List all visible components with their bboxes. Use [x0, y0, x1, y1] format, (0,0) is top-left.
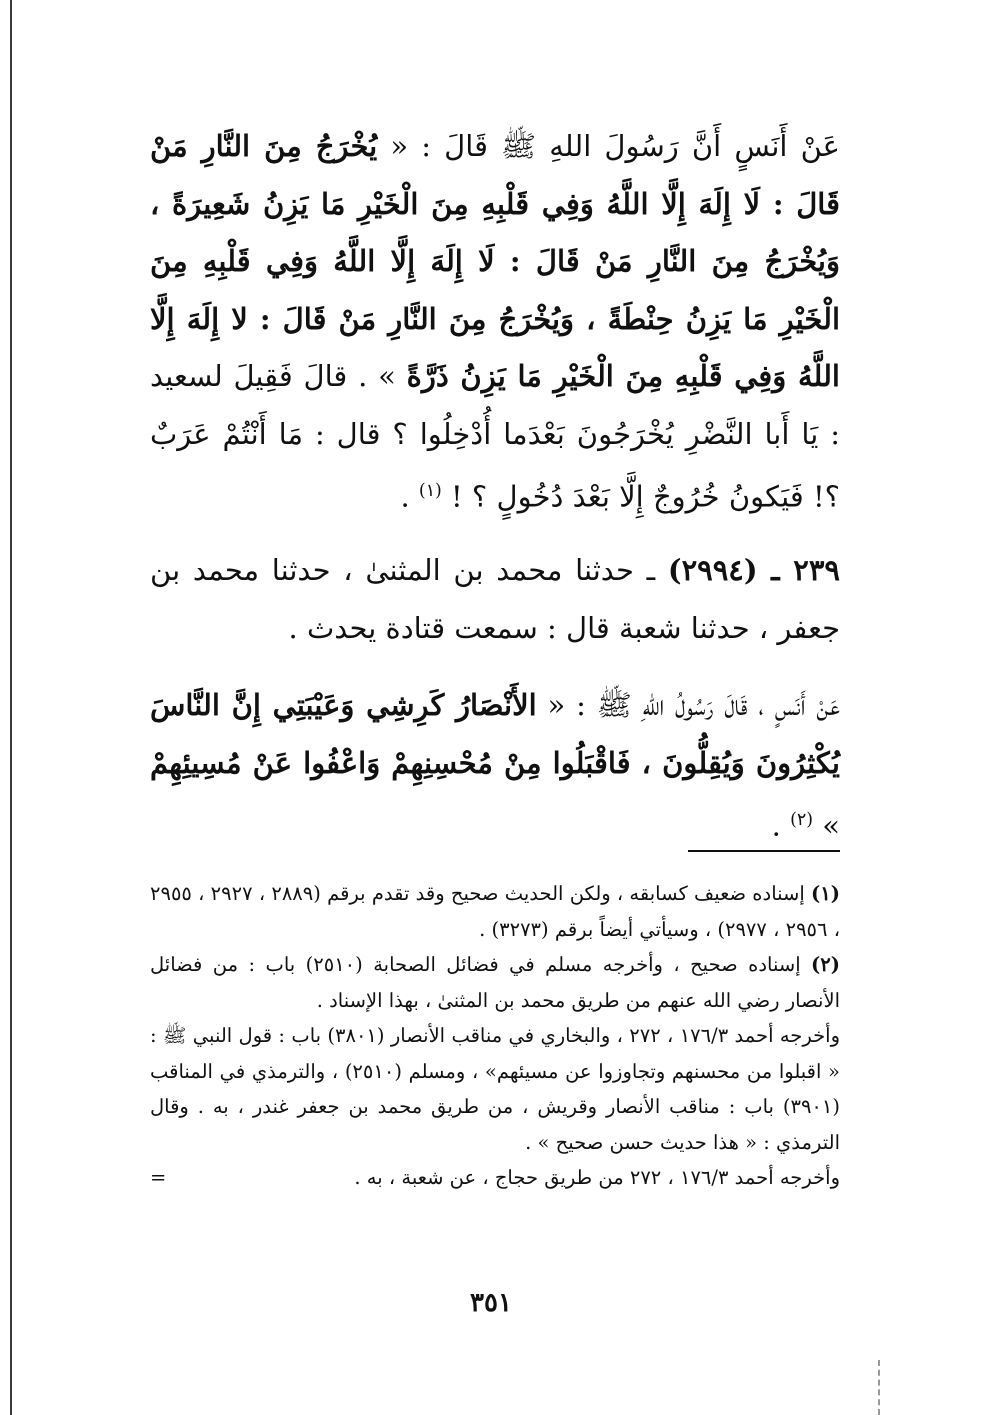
- footnote-ref-1[interactable]: (١): [418, 481, 442, 501]
- continuation-mark: =: [150, 1166, 167, 1189]
- footnote-2: [150, 947, 840, 1018]
- scan-margin-mark: [878, 1360, 882, 1415]
- page-body: [150, 118, 840, 855]
- footnote-2-paragraph-3: وأخرجه أحمد ١٧٦/٣ ، ٢٧٢ من طريق حجاج ، عن شعبة ، به .: [354, 1166, 840, 1189]
- footnote-1-number: (١): [811, 882, 840, 905]
- footnote-2-paragraph-3-row: [150, 1160, 840, 1196]
- isnad-239-paragraph: [150, 542, 840, 657]
- hadith-238-tail: » . قالَ فَقِيلَ لسعيد : يَا أَبا النَّضْرِ يُخْرَجُونَ بَعْدَما أُدْخِلُوا ؟ قال : مَا أَنْتُمْ عَرَبٌ ؟! فَيَكونُ خُرُوجٌ إِلَّا بَعْدَ دُخُولٍ ؟ !: [150, 359, 840, 514]
- hadith-239-tail: »: [813, 808, 840, 843]
- hadith-239-quote: الأَنْصَارُ كَرِشِي وَعَيْبَتِي إِنَّ النَّاسَ يُكْثِرُونَ وَيُقِلُّونَ ، فَاقْبَلُوا مِنْ مُحْسِنِهِمْ وَاعْفُوا عَنْ مُسِيئِهِمْ: [150, 688, 840, 780]
- hadith-239-intro: عَنْ أَنَسٍ ، قَالَ رَسُولُ اللهِ ﷺ : «: [536, 688, 840, 723]
- hadith-238-paragraph: [150, 118, 840, 526]
- footnote-2-text: إسناده صحيح ، وأخرجه مسلم في فضائل الصحابة (٢٥١٠) باب : من فضائل الأنصار رضي الله عنهم من طريق محمد بن المثنىٰ ، بهذا الإسناد .: [150, 953, 840, 1012]
- footnote-1: [150, 876, 840, 947]
- footnotes-section: [150, 876, 840, 1196]
- isnad-239-text: ـ حدثنا محمد بن المثنىٰ ، حدثنا محمد بن جعفر ، حدثنا شعبة قال : سمعت قتادة يحدث .: [150, 553, 840, 645]
- footnote-ref-2[interactable]: (٢): [790, 810, 814, 831]
- scan-edge-line: [10, 0, 12, 1415]
- hadith-238-quote: يُخْرَجُ مِنَ النَّارِ مَنْ قَالَ : لَا إِلَهَ إِلَّا اللَّهُ وَفِي قَلْبِهِ مِنَ الْخَيْرِ مَا يَزِنُ شَعِيرَةً ، وَيُخْرَجُ مِنَ النَّارِ مَنْ قَالَ : لَا إِلَهَ إِلَّا اللَّهُ وَفِي قَلْبِهِ مِنَ الْخَيْرِ مَا يَزِنُ حِنْطَةً ، وَيُخْرَجُ مِنَ النَّارِ مَنْ قَالَ : لا إِلَهَ إِلَّا اللَّهُ وَفِي قَلْبِهِ مِنَ الْخَيْرِ مَا يَزِنُ ذَرَّةً: [150, 129, 840, 393]
- footnote-separator: [688, 850, 840, 852]
- hadith-238-end: .: [400, 479, 419, 514]
- footnote-2-paragraph-2: وأخرجه أحمد ١٧٦/٣ ، ٢٧٢ ، والبخاري في مناقب الأنصار (٣٨٠١) باب : قول النبي ﷺ : « اقبلوا من محسنهم وتجاوزوا عن مسيئهم» ، ومسلم (٢٥١٠) ، والترمذي في المناقب (٣٩٠١) باب : مناقب الأنصار وقريش ، من طريق محمد بن جعفر غندر ، به . وقال الترمذي : « هذا حديث حسن صحيح » .: [150, 1024, 840, 1154]
- hadith-238-intro: عَنْ أَنَسٍ أَنَّ رَسُولَ اللهِ ﷺ قَالَ : «: [377, 129, 840, 163]
- hadith-239-end: .: [771, 808, 791, 843]
- hadith-239-paragraph: [150, 677, 840, 855]
- footnote-2-number: (٢): [811, 953, 840, 976]
- hadith-number-239: ٢٣٩ ـ (٢٩٩٤): [667, 553, 840, 588]
- page-number: ٣٥١: [470, 1288, 512, 1318]
- footnote-1-text: إسناده ضعيف كسابقه ، ولكن الحديث صحيح وقد تقدم برقم (٢٨٨٩ ، ٢٩٢٧ ، ٢٩٥٥ ، ٢٩٥٦ ، ٢٩٧٧) ، وسيأتي أيضاً برقم (٣٢٧٣) .: [150, 882, 840, 941]
